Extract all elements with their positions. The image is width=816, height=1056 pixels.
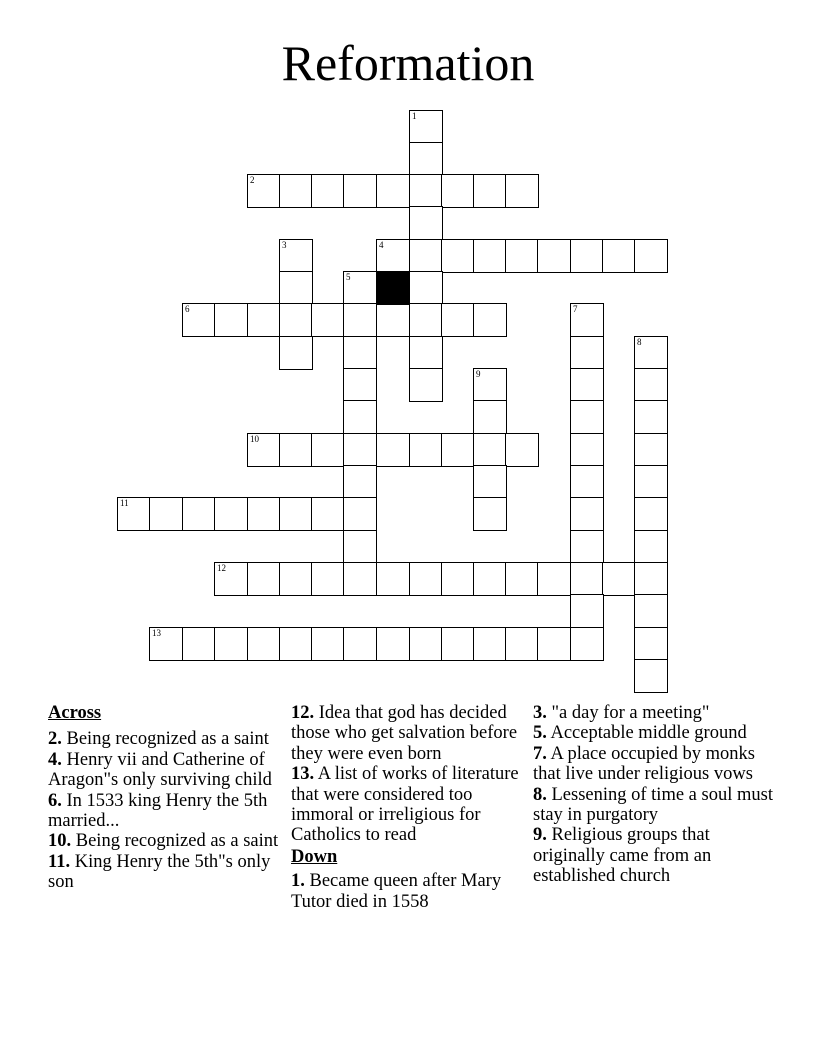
grid-cell[interactable] [279, 497, 313, 531]
grid-cell[interactable] [409, 206, 443, 240]
grid-cell[interactable] [376, 562, 410, 596]
grid-cell[interactable] [409, 562, 443, 596]
grid-cell[interactable] [409, 174, 443, 208]
across-clue-4: 4. Henry vii and Catherine of Aragon"s only surviving child [48, 749, 272, 791]
grid-cell[interactable] [634, 594, 668, 628]
down-clue-9: 9. Religious groups that originally came from an established church [533, 825, 712, 887]
grid-cell[interactable] [441, 627, 475, 661]
grid-cell[interactable] [441, 303, 475, 337]
grid-cell[interactable] [634, 530, 668, 564]
grid-cell[interactable] [311, 497, 345, 531]
grid-cell[interactable] [570, 433, 604, 467]
grid-cell[interactable] [537, 562, 571, 596]
grid-cell[interactable] [279, 174, 313, 208]
grid-cell[interactable] [182, 497, 216, 531]
grid-cell[interactable] [311, 627, 345, 661]
grid-cell[interactable] [634, 627, 668, 661]
grid-cell[interactable] [441, 174, 475, 208]
grid-cell[interactable] [376, 627, 410, 661]
down-clue-3: 3. "a day for a meeting" [533, 703, 710, 723]
grid-cell[interactable] [409, 368, 443, 402]
grid-cell[interactable] [505, 627, 539, 661]
grid-cell[interactable] [343, 433, 377, 467]
grid-cell-10[interactable] [247, 433, 281, 467]
grid-cell[interactable] [343, 465, 377, 499]
grid-cell[interactable] [441, 239, 475, 273]
across-clue-6: 6. In 1533 king Henry the 5th married... [48, 790, 268, 832]
grid-cell[interactable] [279, 562, 313, 596]
grid-cell[interactable] [570, 497, 604, 531]
grid-cell[interactable] [570, 400, 604, 434]
grid-cell[interactable] [505, 562, 539, 596]
grid-cell-13[interactable] [149, 627, 183, 661]
grid-cell[interactable] [214, 303, 248, 337]
grid-cell[interactable] [634, 659, 668, 693]
grid-cell[interactable] [409, 433, 443, 467]
grid-cell[interactable] [343, 497, 377, 531]
grid-cell[interactable] [570, 562, 604, 596]
grid-cell[interactable] [537, 627, 571, 661]
grid-cell[interactable] [214, 497, 248, 531]
across-clue-13: 13. A list of works of literature that were considered too immoral or irreligious for Catholics to read [291, 764, 519, 846]
clue-number: 12 [217, 563, 226, 573]
grid-cell[interactable] [473, 303, 507, 337]
grid-cell[interactable] [570, 530, 604, 564]
across-clue-10: 10. Being recognized as a saint [48, 831, 279, 852]
grid-cell[interactable] [409, 271, 443, 305]
grid-cell[interactable] [570, 239, 604, 273]
grid-cell[interactable] [409, 142, 443, 176]
grid-cell[interactable] [409, 303, 443, 337]
grid-cell[interactable] [343, 368, 377, 402]
grid-cell[interactable] [634, 497, 668, 531]
clue-number: 2 [250, 175, 255, 185]
grid-cell[interactable] [247, 303, 281, 337]
clue-number: 8 [637, 337, 642, 347]
grid-cell[interactable] [473, 465, 507, 499]
clue-number: 9 [476, 369, 481, 379]
grid-cell[interactable] [311, 303, 345, 337]
clue-number: 11 [120, 498, 129, 508]
black-cell [376, 271, 410, 305]
puzzle-title: Reformation [281, 35, 535, 91]
clue-number: 7 [573, 304, 578, 314]
down-clue-5: 5. Acceptable middle ground [533, 723, 747, 744]
grid-cell[interactable] [634, 400, 668, 434]
grid-cell[interactable] [343, 627, 377, 661]
grid-cell-9[interactable] [473, 368, 507, 402]
down-clue-8: 8. Lessening of time a soul must stay in purgatory [533, 784, 773, 826]
grid-cell[interactable] [473, 400, 507, 434]
grid-cell[interactable] [505, 174, 539, 208]
grid-cell[interactable] [570, 368, 604, 402]
grid-cell[interactable] [311, 433, 345, 467]
grid-cell[interactable] [343, 530, 377, 564]
grid-cell-6[interactable] [182, 303, 216, 337]
grid-cell-7[interactable] [570, 303, 604, 337]
down-clue-1: 1. Became queen after Mary Tutor died in 1558 [291, 871, 502, 912]
grid-cell[interactable] [279, 336, 313, 370]
clue-number: 3 [282, 240, 287, 250]
grid-cell[interactable] [634, 368, 668, 402]
grid-cell[interactable] [473, 174, 507, 208]
grid-cell[interactable] [634, 239, 668, 273]
clues-column-2 [291, 703, 527, 912]
grid-cell[interactable] [634, 562, 668, 596]
across-clue-12: 12. Idea that god has decided those who get salvation before they were even born [291, 703, 518, 764]
grid-cell-3[interactable] [279, 239, 313, 273]
grid-cell-12[interactable] [214, 562, 248, 596]
grid-cell[interactable] [409, 336, 443, 370]
grid-cell[interactable] [570, 336, 604, 370]
across-clue-2: 2. Being recognized as a saint [48, 729, 269, 750]
grid-cell[interactable] [343, 562, 377, 596]
grid-cell[interactable] [441, 433, 475, 467]
grid-cell[interactable] [473, 627, 507, 661]
grid-cell[interactable] [537, 239, 571, 273]
grid-cell-11[interactable] [117, 497, 151, 531]
grid-cell[interactable] [279, 433, 313, 467]
grid-cell[interactable] [149, 497, 183, 531]
grid-cell[interactable] [311, 562, 345, 596]
grid-cell-5[interactable] [343, 271, 377, 305]
clues-column-3 [533, 703, 773, 887]
grid-cell[interactable] [343, 303, 377, 337]
grid-cell[interactable] [343, 336, 377, 370]
clue-number: 6 [185, 304, 190, 314]
across-clue-11: 11. King Henry the 5th"s only son [48, 851, 271, 893]
grid-cell[interactable] [570, 465, 604, 499]
grid-cell[interactable] [409, 239, 443, 273]
clue-number: 10 [250, 434, 259, 444]
grid-cell[interactable] [473, 497, 507, 531]
grid-cell-4[interactable] [376, 239, 410, 273]
clue-number: 1 [412, 111, 417, 121]
grid-cell[interactable] [473, 433, 507, 467]
clues-column-1 [48, 703, 288, 893]
grid-cell[interactable] [473, 239, 507, 273]
down-heading: Down [291, 846, 338, 867]
grid-cell[interactable] [182, 627, 216, 661]
grid-cell[interactable] [376, 174, 410, 208]
grid-cell[interactable] [279, 303, 313, 337]
grid-cell[interactable] [505, 433, 539, 467]
down-clue-7: 7. A place occupied by monks that live under religious vows [533, 743, 755, 785]
clue-number: 5 [346, 272, 351, 282]
grid-cell-2[interactable] [247, 174, 281, 208]
grid-cell[interactable] [376, 433, 410, 467]
grid-cell[interactable] [570, 594, 604, 628]
grid-cell[interactable] [343, 400, 377, 434]
grid-cell[interactable] [570, 627, 604, 661]
clue-number: 13 [152, 628, 161, 638]
grid-cell[interactable] [634, 433, 668, 467]
grid-cell-8[interactable] [634, 336, 668, 370]
grid-cell[interactable] [602, 239, 636, 273]
grid-cell[interactable] [505, 239, 539, 273]
grid-cell[interactable] [602, 562, 636, 596]
across-heading: Across [48, 703, 102, 723]
grid-cell[interactable] [634, 465, 668, 499]
grid-cell[interactable] [311, 174, 345, 208]
grid-cell-1[interactable] [409, 110, 443, 144]
clue-number: 4 [379, 240, 384, 250]
grid-cell[interactable] [279, 271, 313, 305]
grid-cell[interactable] [247, 627, 281, 661]
grid-cell[interactable] [247, 562, 281, 596]
grid-cell[interactable] [279, 627, 313, 661]
grid-cell[interactable] [409, 627, 443, 661]
grid-cell[interactable] [376, 303, 410, 337]
grid-cell[interactable] [214, 627, 248, 661]
grid-cell[interactable] [441, 562, 475, 596]
grid-cell[interactable] [473, 562, 507, 596]
grid-cell[interactable] [247, 497, 281, 531]
grid-cell[interactable] [343, 174, 377, 208]
